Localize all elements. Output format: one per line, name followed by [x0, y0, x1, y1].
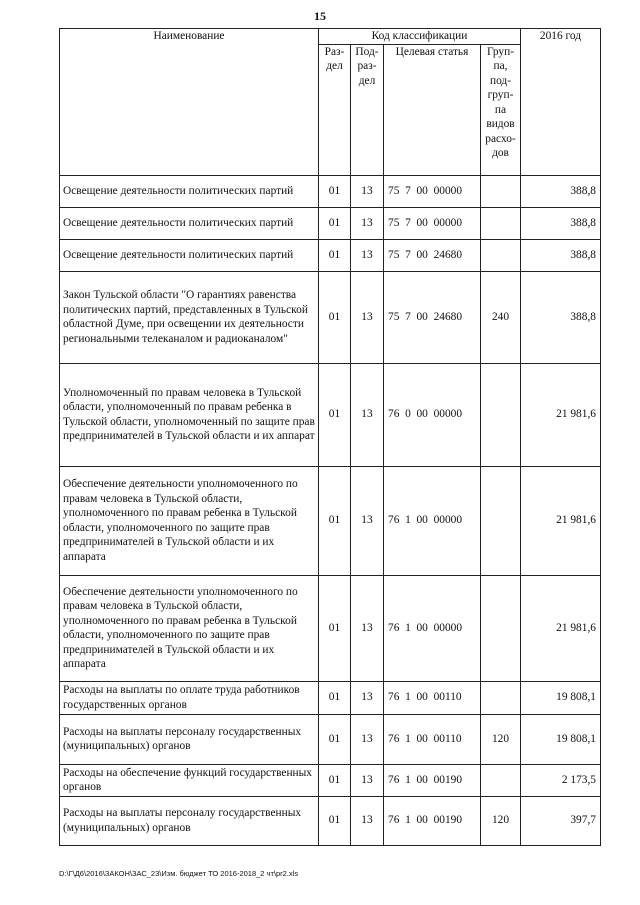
cell-razdel: 01 — [319, 681, 351, 714]
header-code-group: Код классификации — [319, 29, 521, 45]
table-row — [60, 363, 601, 466]
cell-name: Освещение деятельности политических партий — [60, 239, 319, 271]
cell-amount: 19 808,1 — [521, 681, 601, 714]
cell-name: Расходы на обеспечение функций государственных органов — [60, 764, 319, 796]
cell-podrazdel: 13 — [351, 681, 384, 714]
cell-gruppa — [481, 175, 521, 207]
cell-podrazdel: 13 — [351, 764, 384, 796]
cell-razdel: 01 — [319, 575, 351, 681]
cell-name: Расходы на выплаты персоналу государственных (муниципальных) органов — [60, 796, 319, 845]
cell-celevaya: 76 1 00 00110 — [384, 714, 481, 764]
cell-gruppa — [481, 207, 521, 239]
cell-amount: 388,8 — [521, 239, 601, 271]
cell-razdel: 01 — [319, 764, 351, 796]
cell-celevaya: 76 1 00 00190 — [384, 796, 481, 845]
cell-gruppa — [481, 681, 521, 714]
table-row — [60, 796, 601, 845]
table-body — [60, 175, 601, 845]
cell-gruppa: 120 — [481, 714, 521, 764]
cell-gruppa — [481, 764, 521, 796]
cell-amount: 19 808,1 — [521, 714, 601, 764]
footer-file-path: D:\Г\Д6\2016\ЗАКОН\ЗАС_23\Изм. бюджет ТО 2016-2018_2 чт\pr2.xls — [59, 869, 299, 878]
cell-razdel: 01 — [319, 207, 351, 239]
cell-name: Обеспечение деятельности уполномоченного по правам человека в Тульской области, уполномоченного по правам ребенка в Тульской области, уполномоченного по защите прав предпринимателей в Тульской области и их аппарата — [60, 575, 319, 681]
table-row — [60, 466, 601, 575]
table-row — [60, 714, 601, 764]
cell-name: Уполномоченный по правам человека в Тульской области, уполномоченный по правам ребенка в Тульской области, уполномоченный по защите прав предпринимателей в Тульской области и их аппарат — [60, 363, 319, 466]
table-header — [60, 29, 601, 176]
cell-amount: 388,8 — [521, 207, 601, 239]
cell-celevaya: 76 1 00 00110 — [384, 681, 481, 714]
cell-gruppa — [481, 239, 521, 271]
cell-amount: 2 173,5 — [521, 764, 601, 796]
cell-razdel: 01 — [319, 239, 351, 271]
cell-amount: 21 981,6 — [521, 363, 601, 466]
cell-celevaya: 76 1 00 00000 — [384, 466, 481, 575]
cell-razdel: 01 — [319, 271, 351, 363]
cell-podrazdel: 13 — [351, 363, 384, 466]
cell-celevaya: 75 7 00 00000 — [384, 207, 481, 239]
table-row — [60, 175, 601, 207]
cell-gruppa: 120 — [481, 796, 521, 845]
cell-razdel: 01 — [319, 796, 351, 845]
cell-gruppa — [481, 575, 521, 681]
cell-podrazdel: 13 — [351, 175, 384, 207]
cell-gruppa: 240 — [481, 271, 521, 363]
cell-podrazdel: 13 — [351, 796, 384, 845]
cell-amount: 397,7 — [521, 796, 601, 845]
header-celevaya: Целевая статья — [384, 44, 481, 175]
cell-gruppa — [481, 363, 521, 466]
cell-celevaya: 75 7 00 00000 — [384, 175, 481, 207]
table-row — [60, 239, 601, 271]
cell-name: Расходы на выплаты по оплате труда работников государственных органов — [60, 681, 319, 714]
cell-celevaya: 76 1 00 00000 — [384, 575, 481, 681]
cell-podrazdel: 13 — [351, 575, 384, 681]
budget-table — [59, 28, 601, 846]
header-razdel: Раз- дел — [319, 44, 351, 175]
cell-razdel: 01 — [319, 714, 351, 764]
table-row — [60, 207, 601, 239]
cell-podrazdel: 13 — [351, 714, 384, 764]
header-name: Наименование — [60, 29, 319, 176]
table-row — [60, 271, 601, 363]
header-podrazdel: Под- раз- дел — [351, 44, 384, 175]
cell-name: Обеспечение деятельности уполномоченного по правам человека в Тульской области, уполномоченного по правам ребенка в Тульской области, уполномоченного по защите прав предпринимателей в Тульской области и их аппарата — [60, 466, 319, 575]
cell-celevaya: 76 1 00 00190 — [384, 764, 481, 796]
cell-name: Расходы на выплаты персоналу государственных (муниципальных) органов — [60, 714, 319, 764]
cell-amount: 388,8 — [521, 271, 601, 363]
cell-amount: 21 981,6 — [521, 466, 601, 575]
header-gruppa: Груп- па, под- груп- па видов расхо- дов — [481, 44, 521, 175]
cell-razdel: 01 — [319, 466, 351, 575]
cell-amount: 388,8 — [521, 175, 601, 207]
cell-name: Освещение деятельности политических партий — [60, 175, 319, 207]
cell-amount: 21 981,6 — [521, 575, 601, 681]
header-year: 2016 год — [521, 29, 601, 176]
cell-celevaya: 75 7 00 24680 — [384, 239, 481, 271]
cell-razdel: 01 — [319, 175, 351, 207]
table-row — [60, 681, 601, 714]
cell-celevaya: 76 0 00 00000 — [384, 363, 481, 466]
cell-gruppa — [481, 466, 521, 575]
cell-podrazdel: 13 — [351, 271, 384, 363]
cell-name: Освещение деятельности политических партий — [60, 207, 319, 239]
cell-name: Закон Тульской области "О гарантиях равенства политических партий, представленных в Тульской областной Думе, при освещении их деятельности региональными телеканалом и радиоканалом" — [60, 271, 319, 363]
cell-podrazdel: 13 — [351, 207, 384, 239]
cell-razdel: 01 — [319, 363, 351, 466]
cell-celevaya: 75 7 00 24680 — [384, 271, 481, 363]
table-row — [60, 575, 601, 681]
cell-podrazdel: 13 — [351, 239, 384, 271]
table-row — [60, 764, 601, 796]
cell-podrazdel: 13 — [351, 466, 384, 575]
page-number: 15 — [314, 9, 326, 23]
